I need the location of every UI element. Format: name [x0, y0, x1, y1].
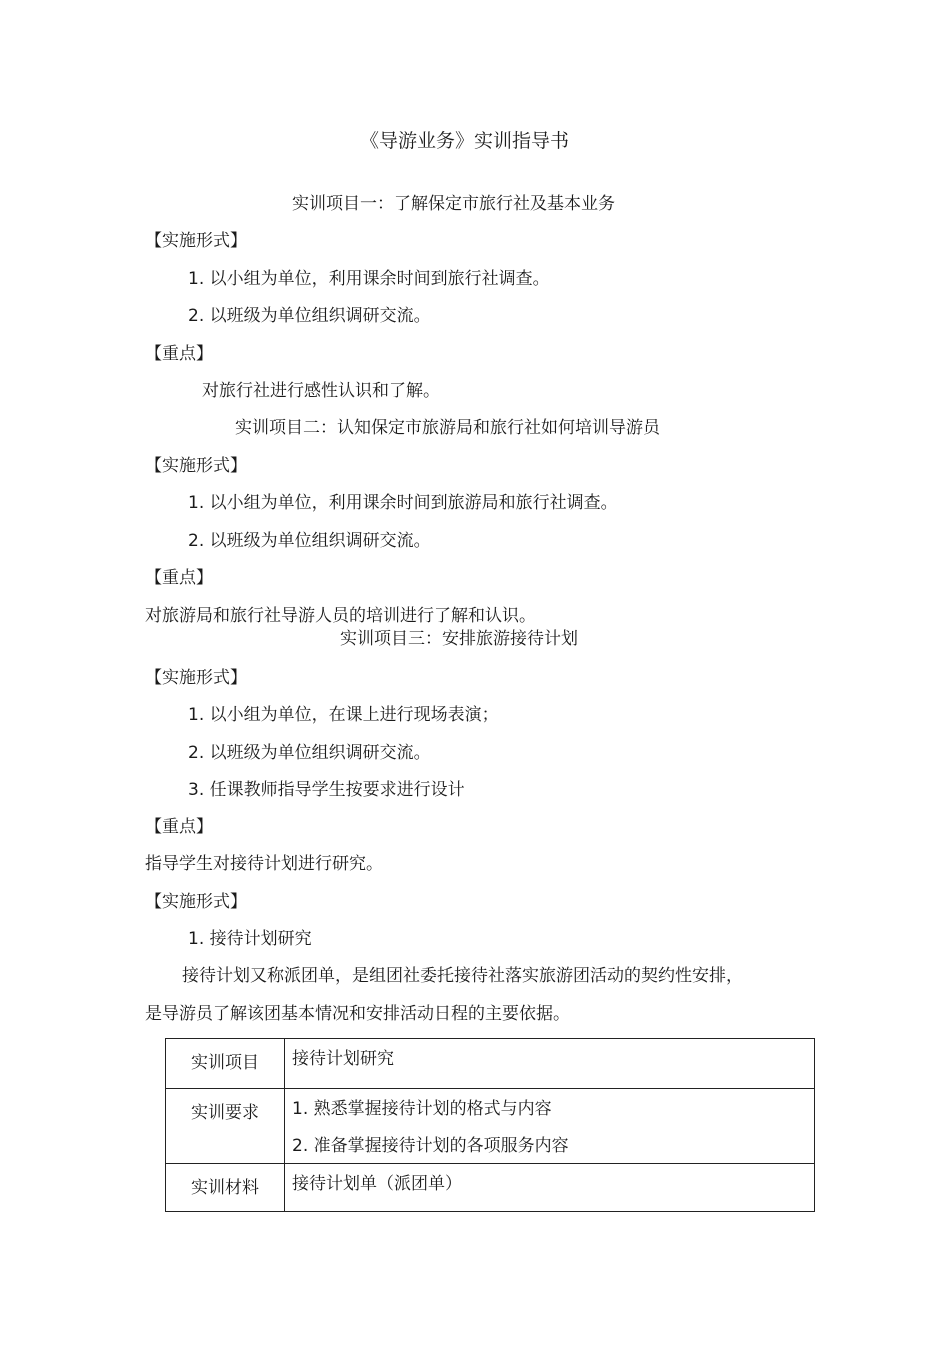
project-3-item-1: 1. 以小组为单位，在课上进行现场表演；: [188, 705, 499, 725]
table-row: [166, 1089, 815, 1164]
project-2-heading: 实训项目二：认知保定市旅游局和旅行社如何培训导游员: [235, 418, 660, 438]
project-2-form-label: 【实施形式】: [145, 456, 247, 476]
table-row: [166, 1164, 815, 1212]
table-value-line: 2. 准备掌握接待计划的各项服务内容: [292, 1136, 569, 1156]
project-3-item-2: 2. 以班级为单位组织调研交流。: [188, 743, 431, 763]
project-1-heading: 实训项目一：了解保定市旅行社及基本业务: [292, 194, 615, 214]
project-1-item-1: 1. 以小组为单位，利用课余时间到旅行社调查。: [188, 269, 550, 289]
table-value-line: 接待计划研究: [292, 1049, 394, 1069]
extra-form-label: 【实施形式】: [145, 892, 247, 912]
project-3-form-label: 【实施形式】: [145, 668, 247, 688]
project-1-focus-text: 对旅行社进行感性认识和了解。: [202, 381, 440, 401]
project-2-focus-label: 【重点】: [145, 568, 213, 588]
project-2-item-1: 1. 以小组为单位，利用课余时间到旅游局和旅行社调查。: [188, 493, 618, 513]
table-row: [166, 1039, 815, 1089]
extra-item-1: 1. 接待计划研究: [188, 929, 312, 949]
extra-paragraph-line-2: 是导游员了解该团基本情况和安排活动日程的主要依据。: [145, 1004, 570, 1024]
table-value-cell: [285, 1164, 815, 1212]
project-3-focus-text: 指导学生对接待计划进行研究。: [145, 854, 383, 874]
project-2-focus-text: 对旅游局和旅行社导游人员的培训进行了解和认识。: [145, 606, 536, 626]
training-plan-table: [165, 1038, 815, 1212]
page-title: 《导游业务》实训指导书: [360, 130, 570, 152]
project-1-item-2: 2. 以班级为单位组织调研交流。: [188, 306, 431, 326]
table-value-line: 接待计划单（派团单）: [292, 1174, 462, 1194]
extra-paragraph-line-1: 接待计划又称派团单，是组团社委托接待社落实旅游团活动的契约性安排，: [182, 966, 743, 986]
table-value-cell: [285, 1089, 815, 1164]
project-1-focus-label: 【重点】: [145, 344, 213, 364]
table-key-cell: 实训项目: [166, 1039, 285, 1089]
table-key-cell: 实训要求: [166, 1089, 285, 1164]
table-value-line: 1. 熟悉掌握接待计划的格式与内容: [292, 1099, 552, 1119]
project-3-focus-label: 【重点】: [145, 817, 213, 837]
project-2-item-2: 2. 以班级为单位组织调研交流。: [188, 531, 431, 551]
table-value-cell: [285, 1039, 815, 1089]
project-3-heading: 实训项目三：安排旅游接待计划: [340, 629, 578, 649]
project-3-item-3: 3. 任课教师指导学生按要求进行设计: [188, 780, 465, 800]
table-key-cell: 实训材料: [166, 1164, 285, 1212]
project-1-form-label: 【实施形式】: [145, 231, 247, 251]
